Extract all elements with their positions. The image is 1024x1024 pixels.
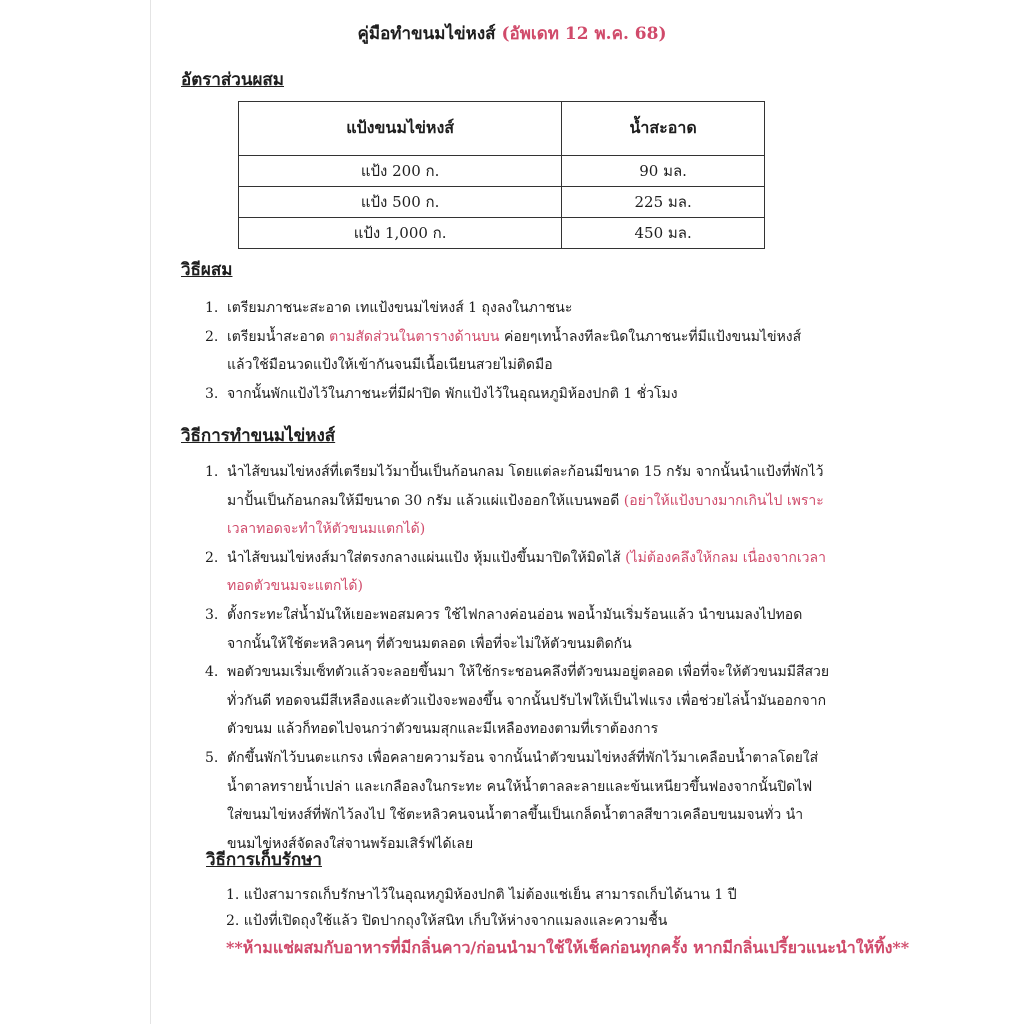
- table-cell-flour: แป้ง 500 ก.: [239, 187, 562, 218]
- step-number: 2.: [205, 328, 219, 345]
- making-steps-list: [205, 458, 830, 858]
- list-item: [205, 544, 830, 601]
- table-cell-flour: แป้ง 200 ก.: [239, 156, 562, 187]
- step-number: 3.: [205, 606, 219, 623]
- step-text: ค่อยๆเทน้ำลงทีละนิดในภาชนะที่มีแป้งขนมไข่หงส์ แล้วใช้มือนวดแป้งให้เข้ากันจนมีเนื้อเนียนสวยไม่ติดมือ: [227, 328, 802, 373]
- storage-warning: **ห้ามแช่ผสมกับอาหารที่มีกลิ่นคาว/ก่อนนำมาใช้ให้เช็คก่อนทุกครั้ง หากมีกลิ่นเปรี้ยวแนะนำให้ทิ้ง**: [226, 938, 910, 957]
- step-text: ตักขึ้นพักไว้บนตะแกรง เพื่อคลายความร้อน จากนั้นนำตัวขนมไข่หงส์ที่พักไว้มาเคลือบน้ำตาลโดยใส่น้ำตาลทรายน้ำเปล่า และเกลือลงในกระทะ คนให้น้ำตาลละลายและข้นเหนียวขึ้นฟองจากนั้นปิดไฟ ใส่ขนมไข่หงส์ที่พักไว้ลงไป ใช้ตะหลิวคนจนน้ำตาลขึ้นเป็นเกล็ดน้ำตาลสีขาวเคลือบขนมจนทั่ว นำขนมไข่หงส์จัดลงใส่จานพร้อมเสิร์ฟได้เลย: [227, 749, 819, 852]
- mixing-steps-list: [205, 294, 830, 408]
- list-item: [205, 458, 830, 544]
- table-cell-water: 90 มล.: [562, 156, 765, 187]
- table-header-row: [239, 102, 765, 156]
- list-item: [205, 601, 830, 658]
- step-note: (อย่าให้แป้งบางมากเกินไป เพราะเวลาทอดจะทำให้ตัวขนมแตกได้): [227, 492, 824, 538]
- document-title: [0, 20, 1024, 47]
- step-text: พอตัวขนมเริ่มเซ็ทตัวแล้วจะลอยขึ้นมา ให้ใช้กระชอนคลึงที่ตัวขนมอยู่ตลอด เพื่อที่จะให้ตัวขนมมีสีสวยทั่วกันดี ทอดจนมีสีเหลืองและตัวแป้งจะพองขึ้น จากนั้นปรับไฟให้เป็นไฟแรง เพื่อช่วยไล่น้ำมันออกจากตัวขนม แล้วก็ทอดไปจนกว่าตัวขนมสุกและมีเหลืองทองตามที่เราต้องการ: [227, 664, 830, 738]
- table-header-flour: แป้งขนมไข่หงส์: [239, 102, 562, 156]
- step-number: 4.: [205, 664, 219, 681]
- step-text: นำไส้ขนมไข่หงส์ที่เตรียมไว้มาปั้นเป็นก้อนกลม โดยแต่ละก้อนมีขนาด 15 กรัม จากนั้นนำแป้งที่พักไว้ มาปั้นเป็นก้อนกลมให้มีขนาด 30 กรัม แล้วแผ่แป้งออกให้แบนพอดี: [227, 464, 824, 509]
- step-text: นำไส้ขนมไข่หงส์มาใส่ตรงกลางแผ่นแป้ง หุ้มแป้งขึ้นมาปิดให้มิดไส้: [227, 549, 626, 566]
- step-text: จากนั้นพักแป้งไว้ในภาชนะที่มีฝาปิด พักแป้งไว้ในอุณหภูมิห้องปกติ 1 ชั่วโมง: [227, 385, 678, 402]
- scan-page-edge: [150, 0, 151, 1024]
- ratio-table: [238, 101, 765, 249]
- list-item: [205, 744, 830, 858]
- storage-item: 2. แป้งที่เปิดถุงใช้แล้ว ปิดปากถุงให้สนิท เก็บให้ห่างจากแมลงและความชื้น: [226, 913, 668, 929]
- step-number: 5.: [205, 749, 219, 766]
- ratio-heading: อัตราส่วนผสม: [181, 70, 285, 90]
- title-update-date: (อัพเดท 12 พ.ค. 68): [501, 24, 667, 44]
- step-text: เตรียมน้ำสะอาด: [227, 328, 330, 345]
- storage-heading: วิธีการเก็บรักษา: [206, 850, 322, 870]
- title-main: คู่มือทำขนมไข่หงส์: [357, 24, 496, 44]
- table-row: [239, 218, 765, 249]
- list-item: [205, 323, 830, 380]
- step-number: 2.: [205, 549, 219, 566]
- table-cell-water: 225 มล.: [562, 187, 765, 218]
- table-row: [239, 187, 765, 218]
- table-header-water: น้ำสะอาด: [562, 102, 765, 156]
- step-highlight: ตามสัดส่วนในตารางด้านบน: [329, 328, 500, 345]
- step-text: เตรียมภาชนะสะอาด เทแป้งขนมไข่หงส์ 1 ถุงลงในภาชนะ: [227, 300, 573, 316]
- table-cell-water: 450 มล.: [562, 218, 765, 249]
- list-item: [205, 380, 830, 409]
- list-item: [205, 658, 830, 744]
- step-number: 1.: [205, 464, 219, 480]
- making-heading: วิธีการทำขนมไข่หงส์: [181, 426, 336, 446]
- step-number: 1.: [205, 300, 219, 316]
- mixing-heading: วิธีผสม: [181, 260, 233, 280]
- step-note: (ไม่ต้องคลึงให้กลม เนื่องจากเวลาทอดตัวขนมจะแตกได้): [227, 549, 826, 595]
- table-cell-flour: แป้ง 1,000 ก.: [239, 218, 562, 249]
- list-item: [205, 294, 830, 323]
- step-number: 3.: [205, 385, 219, 402]
- step-text: ตั้งกระทะใส่น้ำมันให้เยอะพอสมควร ใช้ไฟกลางค่อนอ่อน พอน้ำมันเริ่มร้อนแล้ว นำขนมลงไปทอด จากนั้นให้ใช้ตะหลิวคนๆ ที่ตัวขนมตลอด เพื่อที่จะไม่ให้ตัวขนมติดกัน: [227, 606, 803, 652]
- table-row: [239, 156, 765, 187]
- storage-item: 1. แป้งสามารถเก็บรักษาไว้ในอุณหภูมิห้องปกติ ไม่ต้องแช่เย็น สามารถเก็บได้นาน 1 ปี: [226, 887, 737, 903]
